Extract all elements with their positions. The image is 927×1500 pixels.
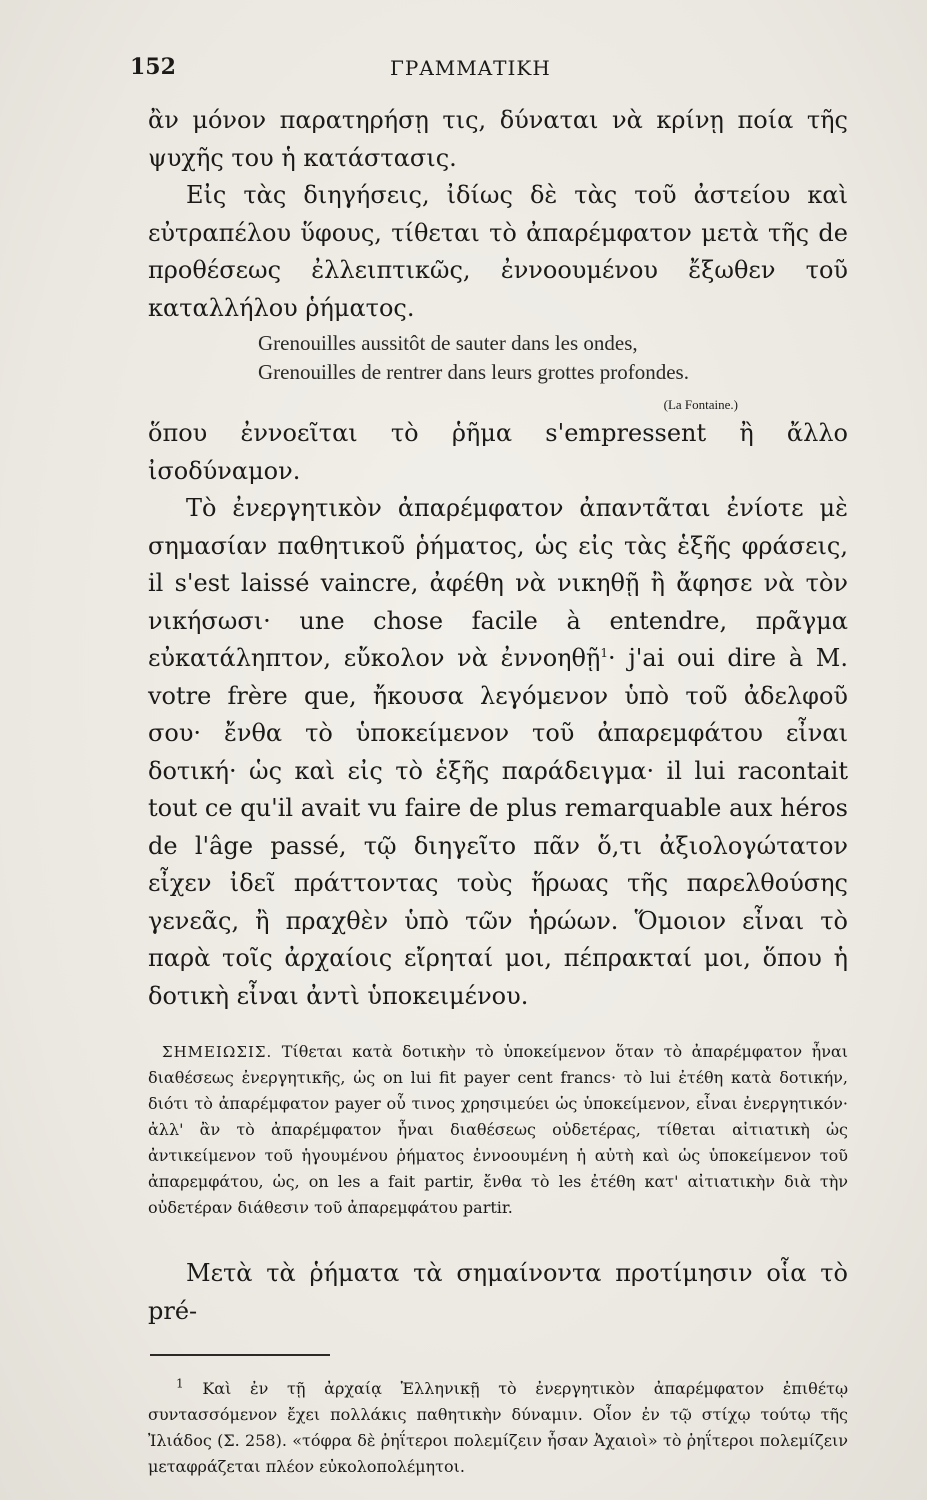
footnote-text: Καὶ ἐν τῇ ἀρχαίᾳ Ἑλληνικῇ τὸ ἐνεργητικὸν ἀπαρέμφατον ἐπιθέτῳ συντασσόμενον ἔχει πολλάκις παθητικὴν δύναμιν. Οἷον ἐν τῷ στίχῳ τούτῳ τῆς Ἰλιάδος (Σ. 258). «τόφρα δὲ ῥηΐτεροι πολεμίζειν ἦσαν Ἀχαιοὶ» τὸ ῥηΐτεροι πολεμίζειν μεταφράζεται πλέον εὐκολοπολέμητοι. [148, 1379, 848, 1476]
verse-quote [148, 329, 848, 387]
paragraph-3: ὅπου ἐννοεῖται τὸ ῥῆμα s'empressent ἢ ἄλλο ἰσοδύναμον. [148, 419, 848, 485]
page-body [148, 102, 848, 1480]
footnote-marker: 1 [176, 1376, 184, 1391]
running-head: ΓΡΑΜΜΑΤΙΚΗ [390, 56, 551, 80]
note-block [148, 1039, 848, 1221]
paragraph-5: Μετὰ τὰ ῥήματα τὰ σημαίνοντα προτίμησιν οἷα τὸ pré- [148, 1259, 848, 1325]
footnote-rule [150, 1354, 330, 1356]
footnote [148, 1376, 848, 1480]
footnote-reference: 1 [600, 646, 609, 660]
page-header [130, 54, 850, 94]
paragraph-1: ἂν μόνον παρατηρήσῃ τις, δύναται νὰ κρίνῃ ποία τῆς ψυχῆς του ἡ κατάστασις. [148, 106, 848, 172]
verse-line-2: Grenouilles de rentrer dans leurs grottes profondes. [258, 360, 689, 384]
verse-attribution: (La Fontaine.) [663, 397, 738, 412]
paragraph-4 [148, 490, 848, 1015]
paragraph-4-part-2: · j'ai oui dire à M. votre frère que, ἤκουσα λεγόμενον ὑπὸ τοῦ ἀδελφοῦ σου· ἔνθα τὸ ὑποκείμενον τοῦ ἀπαρεμφάτου εἶναι δοτική· ὡς καὶ εἰς τὸ ἑξῆς παράδειγμα· il lui racontait tout ce qu'il avait vu faire de plus remarquable aux héros de l'âge passé, τῷ διηγεῖτο πᾶν ὅ,τι ἀξιολογώτατον εἶχεν ἰδεῖ πράττοντας τοὺς ἥρωας τῆς παρελθούσης γενεᾶς, ἢ πραχθὲν ὑπὸ τῶν ἡρώων. Ὅμοιον εἶναι τὸ παρὰ τοῖς ἀρχαίοις εἴρηταί μοι, πέπρακταί μοι, ὅπου ἡ δοτικὴ εἶναι ἀντὶ ὑποκειμένου. [148, 644, 848, 1010]
paragraph-2: Εἰς τὰς διηγήσεις, ἰδίως δὲ τὰς τοῦ ἀστείου καὶ εὐτραπέλου ὕφους, τίθεται τὸ ἀπαρέμφατον μετὰ τῆς de προθέσεως ἐλλειπτικῶς, ἐννοουμένου ἔξωθεν τοῦ καταλλήλου ῥήματος. [148, 181, 848, 322]
verse-line-1: Grenouilles aussitôt de sauter dans les ondes, [258, 331, 638, 355]
note-text: Τίθεται κατὰ δοτικὴν τὸ ὑποκείμενον ὅταν τὸ ἀπαρέμφατον ἦναι διαθέσεως ἐνεργητικῆς, ὡς on lui fit payer cent francs· τὸ lui ἐτέθη κατὰ δοτικήν, διότι τὸ ἀπαρέμφατον payer οὗ τινος χρησιμεύει ὡς ὑποκείμενον, εἶναι ἐνεργητικόν· ἀλλ' ἂν τὸ ἀπαρέμφατον ἦναι διαθέσεως οὐδετέρας, τίθεται αἰτιατικὴ ὡς ἀντικείμενον τοῦ ἡγουμένου ῥήματος ἐννοουμένη ἡ αὐτὴ καὶ ὡς ὑποκείμενον τοῦ ἀπαρεμφάτου, ὡς, on les a fait partir, ἔνθα τὸ les ἐτέθη κατ' αἰτιατικὴν διὰ τὴν οὐδετέραν διάθεσιν τοῦ ἀπαρεμφάτου partir. [148, 1042, 848, 1217]
paragraph-4-part-1: Τὸ ἐνεργητικὸν ἀπαρέμφατον ἀπαντᾶται ἐνίοτε μὲ σημασίαν παθητικοῦ ῥήματος, ὡς εἰς τὰς ἑξῆς φράσεις, il s'est laissé vaincre, ἀφέθη νὰ νικηθῇ ἢ ἄφησε νὰ τὸν νικήσωσι· une chose facile à entendre, πρᾶγμα εὐκατάληπτον, εὔκολον νὰ ἐννοηθῇ [148, 494, 848, 672]
page-number: 152 [130, 54, 176, 80]
note-label: ΣΗΜΕΙΩΣΙΣ. [162, 1043, 273, 1061]
